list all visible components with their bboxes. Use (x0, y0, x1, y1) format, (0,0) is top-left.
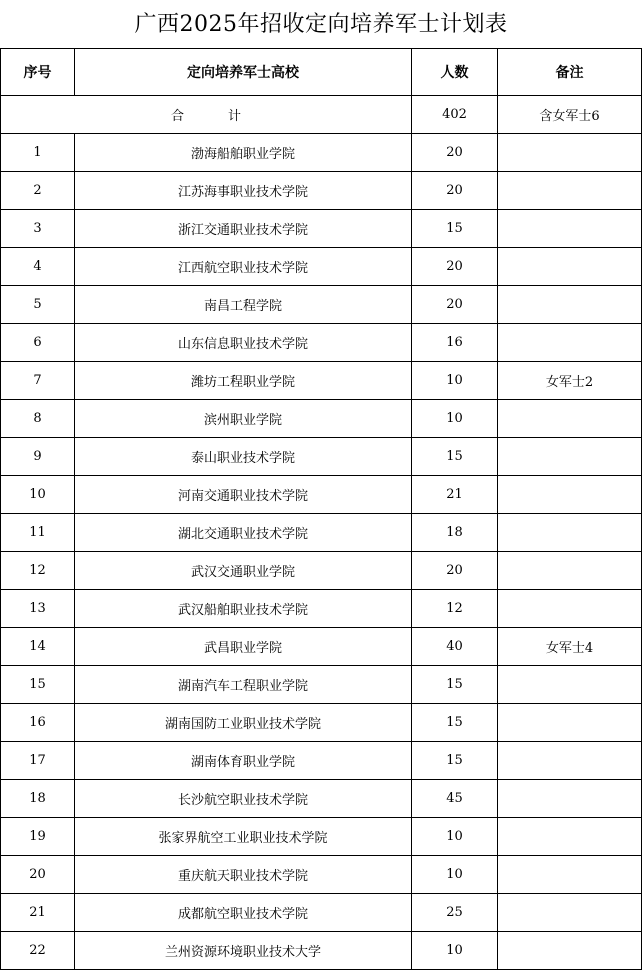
cell-seq: 4 (1, 248, 75, 286)
cell-note (498, 476, 642, 514)
cell-count: 20 (412, 172, 498, 210)
cell-seq: 7 (1, 362, 75, 400)
table-row (1, 666, 642, 704)
cell-count: 18 (412, 514, 498, 552)
cell-school: 武汉船舶职业技术学院 (75, 590, 412, 628)
cell-note (498, 210, 642, 248)
table-row (1, 552, 642, 590)
cell-seq: 17 (1, 742, 75, 780)
table-row (1, 286, 642, 324)
cell-count: 10 (412, 362, 498, 400)
cell-note (498, 552, 642, 590)
cell-note (498, 742, 642, 780)
cell-seq: 20 (1, 856, 75, 894)
table-row (1, 628, 642, 666)
cell-school: 成都航空职业技术学院 (75, 894, 412, 932)
header-seq: 序号 (1, 49, 75, 96)
cell-note (498, 134, 642, 172)
cell-note (498, 704, 642, 742)
cell-school: 江苏海事职业技术学院 (75, 172, 412, 210)
cell-note (498, 856, 642, 894)
cell-seq: 8 (1, 400, 75, 438)
cell-count: 10 (412, 932, 498, 970)
cell-seq: 13 (1, 590, 75, 628)
table-row (1, 210, 642, 248)
cell-school: 湖南体育职业学院 (75, 742, 412, 780)
cell-school: 泰山职业技术学院 (75, 438, 412, 476)
table-row (1, 894, 642, 932)
cell-note (498, 818, 642, 856)
cell-count: 45 (412, 780, 498, 818)
cell-seq: 9 (1, 438, 75, 476)
cell-school: 南昌工程学院 (75, 286, 412, 324)
table-row (1, 400, 642, 438)
cell-seq: 5 (1, 286, 75, 324)
cell-note (498, 324, 642, 362)
cell-count: 15 (412, 210, 498, 248)
table-row (1, 932, 642, 970)
cell-count: 15 (412, 704, 498, 742)
cell-count: 15 (412, 742, 498, 780)
cell-school: 山东信息职业技术学院 (75, 324, 412, 362)
cell-seq: 6 (1, 324, 75, 362)
cell-note (498, 932, 642, 970)
table-row (1, 780, 642, 818)
total-note: 含女军士6 (498, 96, 642, 134)
total-label-a: 合 (170, 109, 184, 124)
header-note: 备注 (498, 49, 642, 96)
cell-count: 20 (412, 552, 498, 590)
table-row (1, 590, 642, 628)
cell-count: 40 (412, 628, 498, 666)
cell-count: 16 (412, 324, 498, 362)
cell-school: 江西航空职业技术学院 (75, 248, 412, 286)
cell-seq: 14 (1, 628, 75, 666)
cell-note (498, 666, 642, 704)
cell-seq: 12 (1, 552, 75, 590)
cell-note: 女军士2 (498, 362, 642, 400)
cell-note (498, 590, 642, 628)
cell-note (498, 514, 642, 552)
cell-count: 21 (412, 476, 498, 514)
table-row (1, 856, 642, 894)
cell-school: 兰州资源环境职业技术大学 (75, 932, 412, 970)
cell-school: 湖南国防工业职业技术学院 (75, 704, 412, 742)
cell-seq: 19 (1, 818, 75, 856)
header-count: 人数 (412, 49, 498, 96)
cell-school: 湖北交通职业技术学院 (75, 514, 412, 552)
cell-note (498, 400, 642, 438)
table-row (1, 134, 642, 172)
cell-seq: 16 (1, 704, 75, 742)
cell-seq: 11 (1, 514, 75, 552)
cell-note (498, 172, 642, 210)
table-row (1, 362, 642, 400)
cell-count: 15 (412, 666, 498, 704)
cell-seq: 10 (1, 476, 75, 514)
total-label-b: 计 (228, 109, 242, 124)
table-row (1, 324, 642, 362)
cell-school: 长沙航空职业技术学院 (75, 780, 412, 818)
cell-seq: 15 (1, 666, 75, 704)
cell-school: 武昌职业学院 (75, 628, 412, 666)
cell-note: 女军士4 (498, 628, 642, 666)
cell-school: 浙江交通职业技术学院 (75, 210, 412, 248)
cell-school: 湖南汽车工程职业学院 (75, 666, 412, 704)
table-row (1, 818, 642, 856)
table-row (1, 476, 642, 514)
total-row (1, 96, 642, 134)
cell-school: 重庆航天职业技术学院 (75, 856, 412, 894)
cell-count: 12 (412, 590, 498, 628)
cell-seq: 18 (1, 780, 75, 818)
cell-count: 10 (412, 818, 498, 856)
table-row (1, 704, 642, 742)
table-row (1, 172, 642, 210)
cell-school: 河南交通职业技术学院 (75, 476, 412, 514)
table-row (1, 742, 642, 780)
cell-seq: 2 (1, 172, 75, 210)
cell-count: 20 (412, 134, 498, 172)
cell-note (498, 286, 642, 324)
cell-seq: 22 (1, 932, 75, 970)
cell-note (498, 894, 642, 932)
cell-school: 武汉交通职业学院 (75, 552, 412, 590)
cell-seq: 3 (1, 210, 75, 248)
cell-count: 20 (412, 286, 498, 324)
cell-note (498, 780, 642, 818)
cell-count: 10 (412, 856, 498, 894)
table-row (1, 438, 642, 476)
plan-table (0, 48, 642, 970)
cell-note (498, 438, 642, 476)
cell-count: 10 (412, 400, 498, 438)
cell-school: 潍坊工程职业学院 (75, 362, 412, 400)
cell-count: 20 (412, 248, 498, 286)
table-header-row (1, 49, 642, 96)
table-row (1, 514, 642, 552)
cell-school: 张家界航空工业职业技术学院 (75, 818, 412, 856)
header-school: 定向培养军士高校 (75, 49, 412, 96)
cell-seq: 21 (1, 894, 75, 932)
table-row (1, 248, 642, 286)
cell-school: 渤海船舶职业学院 (75, 134, 412, 172)
total-label (1, 96, 412, 134)
cell-note (498, 248, 642, 286)
cell-school: 滨州职业学院 (75, 400, 412, 438)
page-title: 广西2025年招收定向培养军士计划表 (134, 12, 508, 37)
total-count: 402 (412, 96, 498, 134)
cell-seq: 1 (1, 134, 75, 172)
cell-count: 25 (412, 894, 498, 932)
cell-count: 15 (412, 438, 498, 476)
